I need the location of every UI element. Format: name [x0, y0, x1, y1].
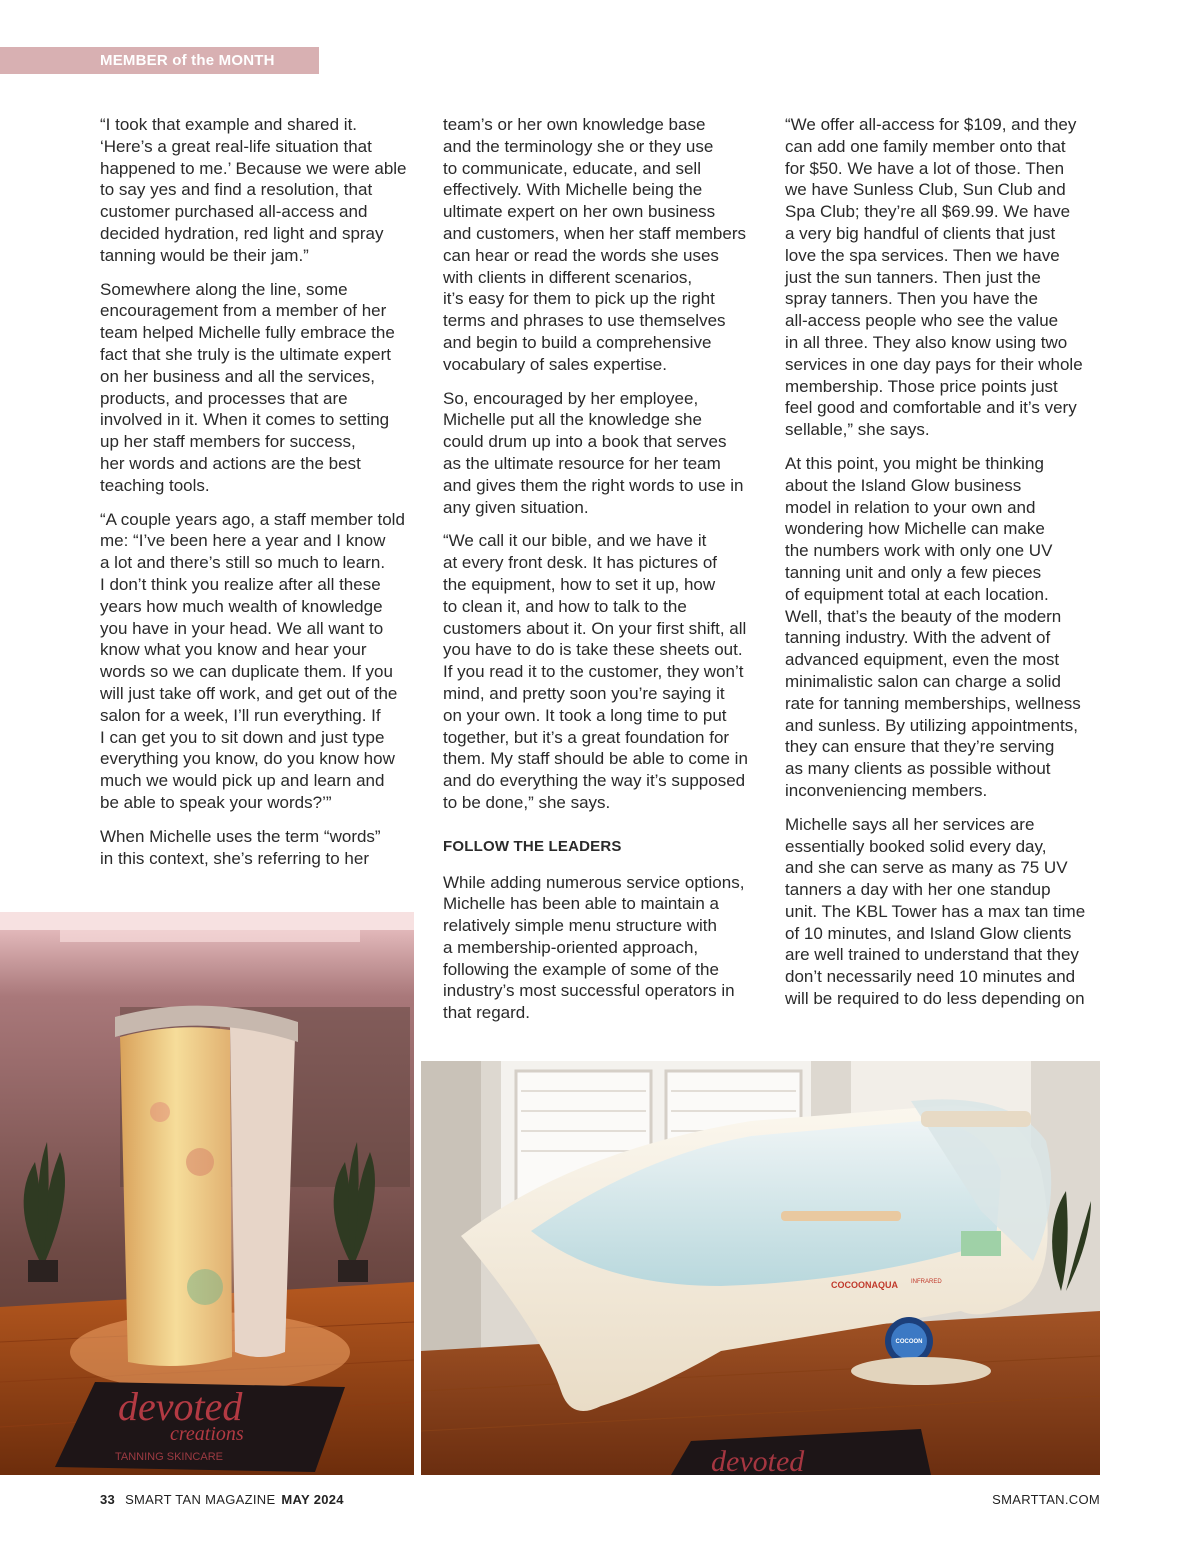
body-paragraph: [443, 114, 768, 376]
text-line: minimalistic salon can charge a solid: [785, 671, 1061, 691]
body-paragraph: [443, 872, 768, 1025]
text-line: of equipment total at each location.: [785, 584, 1049, 604]
text-line: up her staff members for success,: [100, 432, 356, 452]
text-line: and she can serve as many as 75 UV: [785, 858, 1068, 878]
text-line: you have to do is take these sheets out.: [443, 640, 743, 660]
hydration-pod-photo: [421, 1061, 1100, 1475]
text-line: a very big handful of clients that just: [785, 223, 1056, 243]
text-line: spray tanners. Then you have the: [785, 289, 1038, 309]
text-line: services in one day pays for their whole: [785, 354, 1083, 374]
text-line: salon for a week, I’ll run everything. If: [100, 705, 381, 725]
mat-tagline-text: TANNING SKINCARE: [115, 1451, 223, 1463]
text-line: will be required to do less depending on: [785, 989, 1085, 1009]
text-line: While adding numerous service options,: [443, 872, 745, 892]
text-line: wondering how Michelle can make: [785, 519, 1045, 539]
text-line: we have Sunless Club, Sun Club and: [785, 180, 1066, 200]
text-line: just the sun tanners. Then just the: [785, 267, 1041, 287]
text-line: in all three. They also know using two: [785, 332, 1068, 352]
text-line: If you read it to the customer, they won’t: [443, 662, 744, 682]
text-line: and do everything the way it’s supposed: [443, 771, 746, 791]
text-line: vocabulary of sales expertise.: [443, 354, 667, 374]
text-line: me: “I’ve been here a year and I know: [100, 531, 386, 551]
text-line: Well, that’s the beauty of the modern: [785, 606, 1062, 626]
text-line: terms and phrases to use themselves: [443, 311, 726, 331]
text-line: Michelle put all the knowledge she: [443, 410, 702, 430]
text-line: know what you know and hear your: [100, 640, 367, 660]
text-line: industry’s most successful operators in: [443, 981, 735, 1001]
text-line: years how much wealth of knowledge: [100, 596, 383, 616]
text-line: Somewhere along the line, some: [100, 279, 348, 299]
body-paragraph: [100, 509, 420, 814]
text-line: customer purchased all-access and: [100, 202, 368, 222]
text-line: to say yes and find a resolution, that: [100, 180, 373, 200]
text-line: ultimate expert on her own business: [443, 202, 716, 222]
text-line: of 10 minutes, and Island Glow clients: [785, 923, 1072, 943]
body-paragraph: [785, 453, 1105, 802]
text-line: a membership-oriented approach,: [443, 937, 699, 957]
text-line: I can get you to sit down and just type: [100, 727, 385, 747]
article-column-2: [443, 114, 768, 1036]
text-line: membership. Those price points just: [785, 376, 1058, 396]
text-line: mind, and pretty soon you’re saying it: [443, 683, 725, 703]
pod-sub-text: INFRARED: [911, 1279, 942, 1285]
text-line: in this context, she’s referring to her: [100, 848, 369, 868]
text-line: as many clients as possible without: [785, 759, 1051, 779]
text-line: “I took that example and shared it.: [100, 115, 358, 134]
text-line: will just take off work, and get out of the: [100, 683, 398, 703]
text-line: to be done,” she says.: [443, 792, 611, 812]
text-line: decided hydration, red light and spray: [100, 223, 384, 243]
article-column-3: [785, 114, 1105, 1022]
text-line: products, and processes that are: [100, 388, 348, 408]
text-line: that regard.: [443, 1003, 530, 1023]
text-line: can hear or read the words she uses: [443, 245, 719, 265]
body-paragraph: [785, 814, 1105, 1010]
body-paragraph: [100, 826, 420, 870]
text-line: teaching tools.: [100, 475, 210, 495]
text-line: are well trained to understand that they: [785, 945, 1079, 965]
text-line: a lot and there’s still so much to learn.: [100, 553, 386, 573]
text-line: and sunless. By utilizing appointments,: [785, 715, 1078, 735]
text-line: they can ensure that they’re serving: [785, 737, 1055, 757]
text-line: any given situation.: [443, 497, 589, 517]
mat-brand-text: devoted: [118, 1384, 243, 1429]
website-url: SMARTTAN.COM: [992, 1492, 1100, 1507]
text-line: “A couple years ago, a staff member told: [100, 509, 405, 529]
issue-date: MAY 2024: [281, 1492, 344, 1507]
text-line: be able to speak your words?’”: [100, 792, 332, 812]
text-line: team’s or her own knowledge base: [443, 115, 706, 134]
text-line: and begin to build a comprehensive: [443, 332, 712, 352]
body-paragraph: [100, 279, 420, 497]
text-line: “We offer all-access for $109, and they: [785, 115, 1077, 134]
page-number: 33: [100, 1492, 116, 1507]
text-line: could drum up into a book that serves: [443, 432, 727, 452]
text-line: essentially booked solid every day,: [785, 836, 1047, 856]
text-line: rate for tanning memberships, wellness: [785, 693, 1081, 713]
pod-badge-text: COCOON: [895, 1339, 923, 1345]
text-line: all-access people who see the value: [785, 311, 1059, 331]
text-line: Michelle says all her services are: [785, 814, 1035, 834]
section-heading: FOLLOW THE LEADERS: [443, 837, 622, 855]
text-line: you have in your head. We all want to: [100, 618, 384, 638]
text-line: following the example of some of the: [443, 959, 719, 979]
mat-text: devoted: [711, 1445, 805, 1475]
text-line: together, but it’s a great foundation for: [443, 727, 730, 747]
text-line: When Michelle uses the term “words”: [100, 826, 381, 846]
text-line: to clean it, and how to talk to the: [443, 596, 687, 616]
body-paragraph: [785, 114, 1105, 441]
text-line: unit. The KBL Tower has a max tan time: [785, 901, 1086, 921]
body-paragraph: [100, 114, 420, 267]
mat-sub-text: creations: [170, 1423, 244, 1445]
text-line: on your own. It took a long time to put: [443, 705, 727, 725]
text-line: I don’t think you realize after all these: [100, 574, 381, 594]
text-line: as the ultimate resource for her team: [443, 453, 721, 473]
article-column-1: [100, 114, 420, 881]
text-line: the numbers work with only one UV: [785, 541, 1053, 561]
text-line: tanning industry. With the advent of: [785, 628, 1051, 648]
text-line: inconveniencing members.: [785, 780, 988, 800]
text-line: words so we can duplicate them. If you: [100, 662, 393, 682]
tanning-booth-photo: [0, 912, 414, 1475]
text-line: everything you know, do you know how: [100, 749, 395, 769]
text-line: and customers, when her staff members: [443, 223, 746, 243]
text-line: effectively. With Michelle being the: [443, 180, 703, 200]
text-line: and the terminology she or they use: [443, 136, 714, 156]
body-paragraph: [443, 530, 768, 813]
text-line: her words and actions are the best: [100, 453, 361, 473]
text-line: ‘Here’s a great real-life situation that: [100, 136, 372, 156]
text-line: advanced equipment, even the most: [785, 650, 1060, 670]
text-line: and gives them the right words to use in: [443, 475, 744, 495]
text-line: them. My staff should be able to come in: [443, 749, 748, 769]
text-line: So, encouraged by her employee,: [443, 388, 699, 408]
text-line: fact that she truly is the ultimate expert: [100, 344, 392, 364]
text-line: don’t necessarily need 10 minutes and: [785, 967, 1076, 987]
text-line: the equipment, how to set it up, how: [443, 574, 716, 594]
text-line: tanners a day with her one standup: [785, 880, 1051, 900]
text-line: Michelle has been able to maintain a: [443, 894, 719, 914]
text-line: encouragement from a member of her: [100, 301, 387, 321]
text-line: tanning would be their jam.”: [100, 245, 309, 265]
text-line: at every front desk. It has pictures of: [443, 553, 718, 573]
text-line: to communicate, educate, and sell: [443, 158, 701, 178]
text-line: model in relation to your own and: [785, 497, 1036, 517]
text-line: feel good and comfortable and it’s very: [785, 398, 1077, 418]
text-line: team helped Michelle fully embrace the: [100, 323, 395, 343]
text-line: it’s easy for them to pick up the right: [443, 289, 715, 309]
text-line: for $50. We have a lot of those. Then: [785, 158, 1065, 178]
text-line: with clients in different scenarios,: [443, 267, 693, 287]
text-line: involved in it. When it comes to setting: [100, 410, 390, 430]
text-line: Spa Club; they’re all $69.99. We have: [785, 202, 1071, 222]
section-banner: MEMBER of the MONTH: [0, 47, 319, 74]
text-line: about the Island Glow business: [785, 475, 1022, 495]
text-line: on her business and all the services,: [100, 366, 375, 386]
text-line: much we would pick up and learn and: [100, 771, 385, 791]
text-line: happened to me.’ Because we were able: [100, 158, 407, 178]
text-line: sellable,” she says.: [785, 420, 930, 440]
pod-brand-text: COCOONAQUA: [831, 1280, 898, 1290]
text-line: can add one family member onto that: [785, 136, 1066, 156]
text-line: “We call it our bible, and we have it: [443, 531, 707, 551]
text-line: love the spa services. Then we have: [785, 245, 1060, 265]
text-line: relatively simple menu structure with: [443, 916, 717, 936]
text-line: tanning unit and only a few pieces: [785, 562, 1042, 582]
magazine-name: SMART TAN MAGAZINE: [125, 1492, 276, 1507]
text-line: At this point, you might be thinking: [785, 453, 1044, 473]
footer-left: [100, 1492, 344, 1507]
body-paragraph: [443, 388, 768, 519]
text-line: customers about it. On your first shift, all: [443, 618, 747, 638]
